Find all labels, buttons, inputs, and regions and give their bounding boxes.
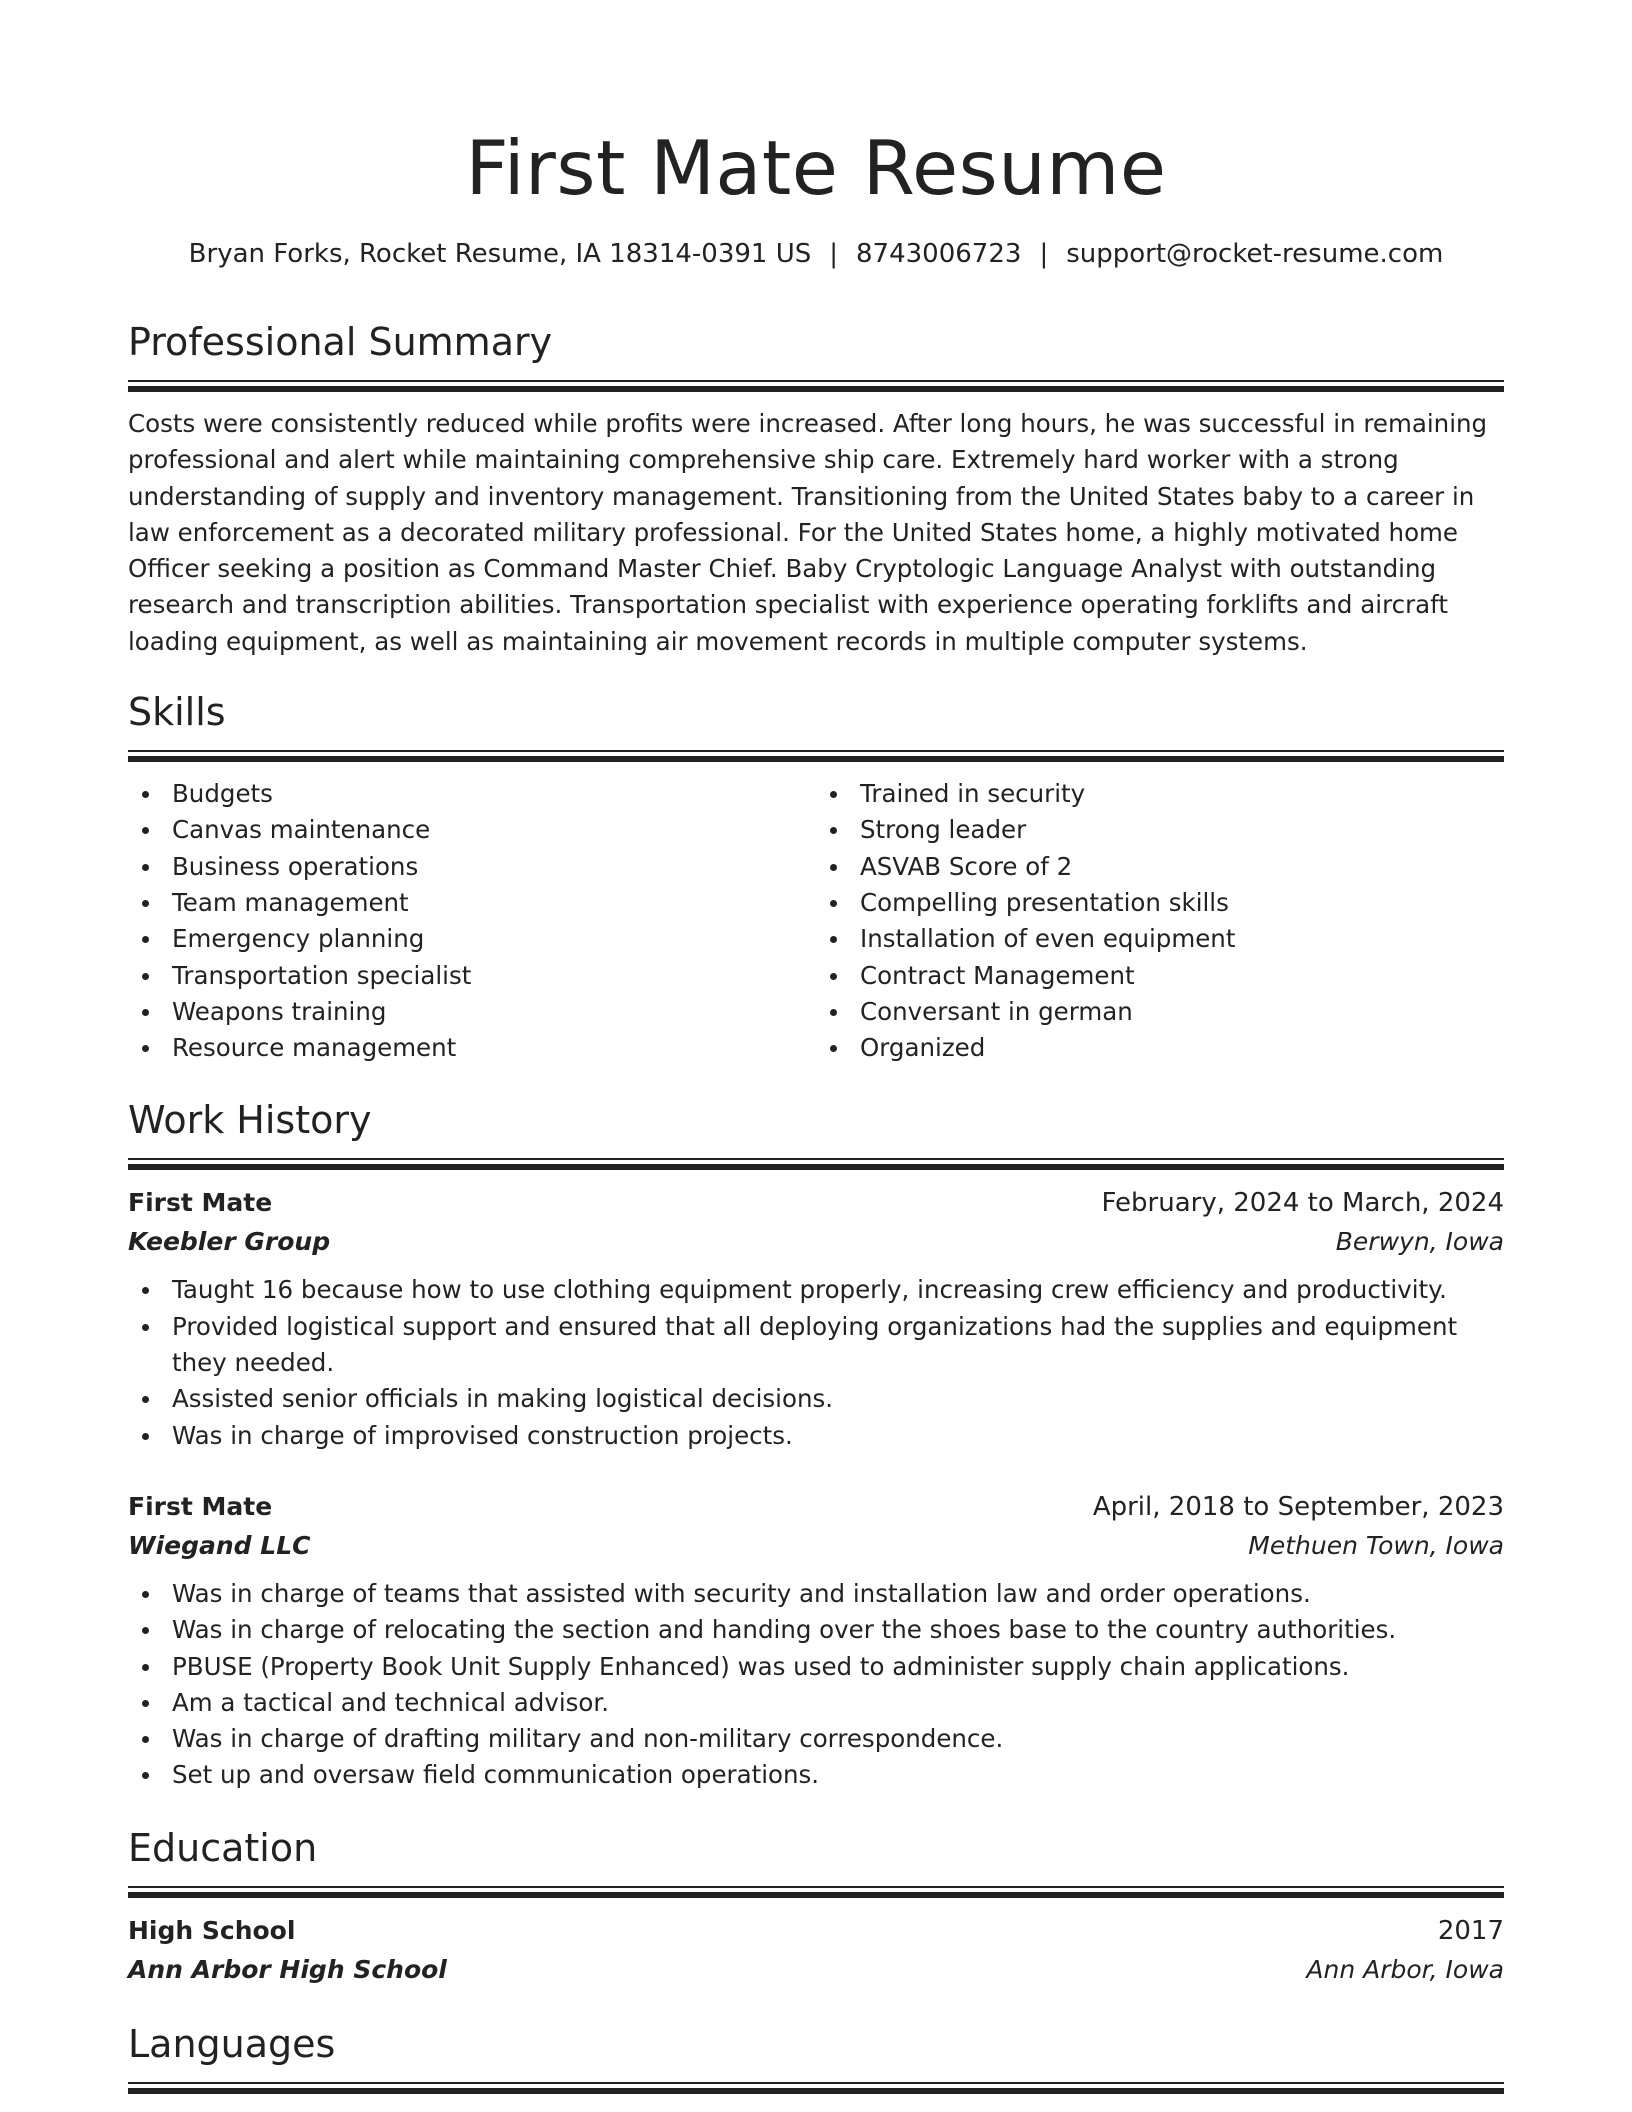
languages-section (128, 2020, 1504, 2094)
education-entry (128, 1912, 1504, 1990)
skill-item: Resource management (128, 1030, 816, 1066)
skill-item: Weapons training (128, 994, 816, 1030)
job-bullet: Was in charge of teams that assisted with security and installation law and order operations. (128, 1576, 1504, 1612)
section-divider (128, 1158, 1504, 1170)
section-heading-education: Education (128, 1825, 318, 1870)
skill-item: Compelling presentation skills (816, 885, 1504, 921)
job-bullets (128, 1272, 1504, 1453)
skill-item: Canvas maintenance (128, 812, 816, 848)
skill-item: Team management (128, 885, 816, 921)
section-divider (128, 750, 1504, 762)
skill-item: Organized (816, 1030, 1504, 1066)
skill-item: Installation of even equipment (816, 921, 1504, 957)
education-location: Ann Arbor, Iowa (1306, 1954, 1504, 1984)
job-company-row (128, 1222, 1504, 1262)
skill-item: Trained in security (816, 776, 1504, 812)
job-bullet: Assisted senior officials in making logistical decisions. (128, 1381, 1504, 1417)
job-bullet: Taught 16 because how to use clothing equipment properly, increasing crew efficiency and productivity. (128, 1272, 1504, 1308)
job-entry (128, 1184, 1504, 1453)
job-title: First Mate (128, 1188, 273, 1218)
job-location: Methuen Town, Iowa (1248, 1530, 1504, 1560)
skills-right-column (816, 776, 1504, 1066)
contact-separator: | (829, 239, 839, 269)
job-bullet: Was in charge of drafting military and non-military correspondence. (128, 1721, 1504, 1757)
summary-section (128, 318, 1504, 660)
skill-item: Transportation specialist (128, 958, 816, 994)
section-heading-summary: Professional Summary (128, 320, 553, 364)
job-entry (128, 1488, 1504, 1794)
work-history-section (128, 1096, 1504, 1793)
skill-item: Strong leader (816, 812, 1504, 848)
education-section (128, 1824, 1504, 1990)
section-divider (128, 2082, 1504, 2094)
job-bullet: Was in charge of improvised construction projects. (128, 1418, 1504, 1454)
education-year: 2017 (1437, 1915, 1504, 1946)
skill-item: Business operations (128, 849, 816, 885)
resume-title: First Mate Resume (465, 124, 1167, 212)
section-divider (128, 1886, 1504, 1898)
contact-address: Bryan Forks, Rocket Resume, IA 18314-0391 US (188, 239, 812, 269)
summary-text: Costs were consistently reduced while profits were increased. After long hours, he was successful in remaining professional and alert while maintaining comprehensive ship care. Extremely hard worker with a strong understanding of supply and inventory management. Transitioning from the United States baby to a career in law enforcement as a decorated military professional. For the United States home, a highly motivated home Officer seeking a position as Command Master Chief. Baby Cryptologic Language Analyst with outstanding research and transcription abilities. Transportation specialist with experience operating forklifts and aircraft loading equipment, as well as maintaining air movement records in multiple computer systems. (128, 409, 1488, 656)
skills-section (128, 688, 1504, 1066)
section-heading-work-history: Work History (128, 1098, 372, 1143)
job-title: First Mate (128, 1491, 273, 1521)
section-divider (128, 380, 1504, 392)
job-dates: February, 2024 to March, 2024 (1101, 1188, 1504, 1219)
contact-email: support@rocket-resume.com (1066, 239, 1444, 269)
job-bullets (128, 1576, 1504, 1794)
job-header-row (128, 1488, 1504, 1526)
skill-item: Conversant in german (816, 994, 1504, 1030)
contact-line (128, 236, 1504, 272)
job-bullet: Set up and oversaw field communication operations. (128, 1757, 1504, 1793)
job-bullet: Am a tactical and technical advisor. (128, 1685, 1504, 1721)
section-heading-languages: Languages (128, 2021, 336, 2066)
education-header-row (128, 1912, 1504, 1950)
contact-separator: | (1039, 239, 1049, 269)
skills-left-column (128, 776, 816, 1066)
job-company: Keebler Group (128, 1227, 331, 1257)
job-bullet: PBUSE (Property Book Unit Supply Enhanced) was used to administer supply chain applications. (128, 1649, 1504, 1685)
skill-item: Emergency planning (128, 921, 816, 957)
section-heading-skills: Skills (128, 690, 226, 735)
job-company: Wiegand LLC (128, 1530, 311, 1560)
job-dates: April, 2018 to September, 2023 (1092, 1491, 1504, 1522)
education-school-row (128, 1950, 1504, 1990)
job-bullet: Provided logistical support and ensured that all deploying organizations had the supplies and equipment they needed. (128, 1309, 1504, 1382)
job-location: Berwyn, Iowa (1335, 1227, 1504, 1257)
job-company-row (128, 1526, 1504, 1566)
skills-columns (128, 776, 1504, 1066)
job-header-row (128, 1184, 1504, 1222)
contact-phone: 8743006723 (856, 239, 1022, 269)
job-bullet: Was in charge of relocating the section and handing over the shoes base to the country authorities. (128, 1612, 1504, 1648)
skill-item: Contract Management (816, 958, 1504, 994)
education-school: Ann Arbor High School (128, 1954, 447, 1984)
education-degree: High School (128, 1915, 296, 1945)
skill-item: Budgets (128, 776, 816, 812)
skill-item: ASVAB Score of 2 (816, 849, 1504, 885)
